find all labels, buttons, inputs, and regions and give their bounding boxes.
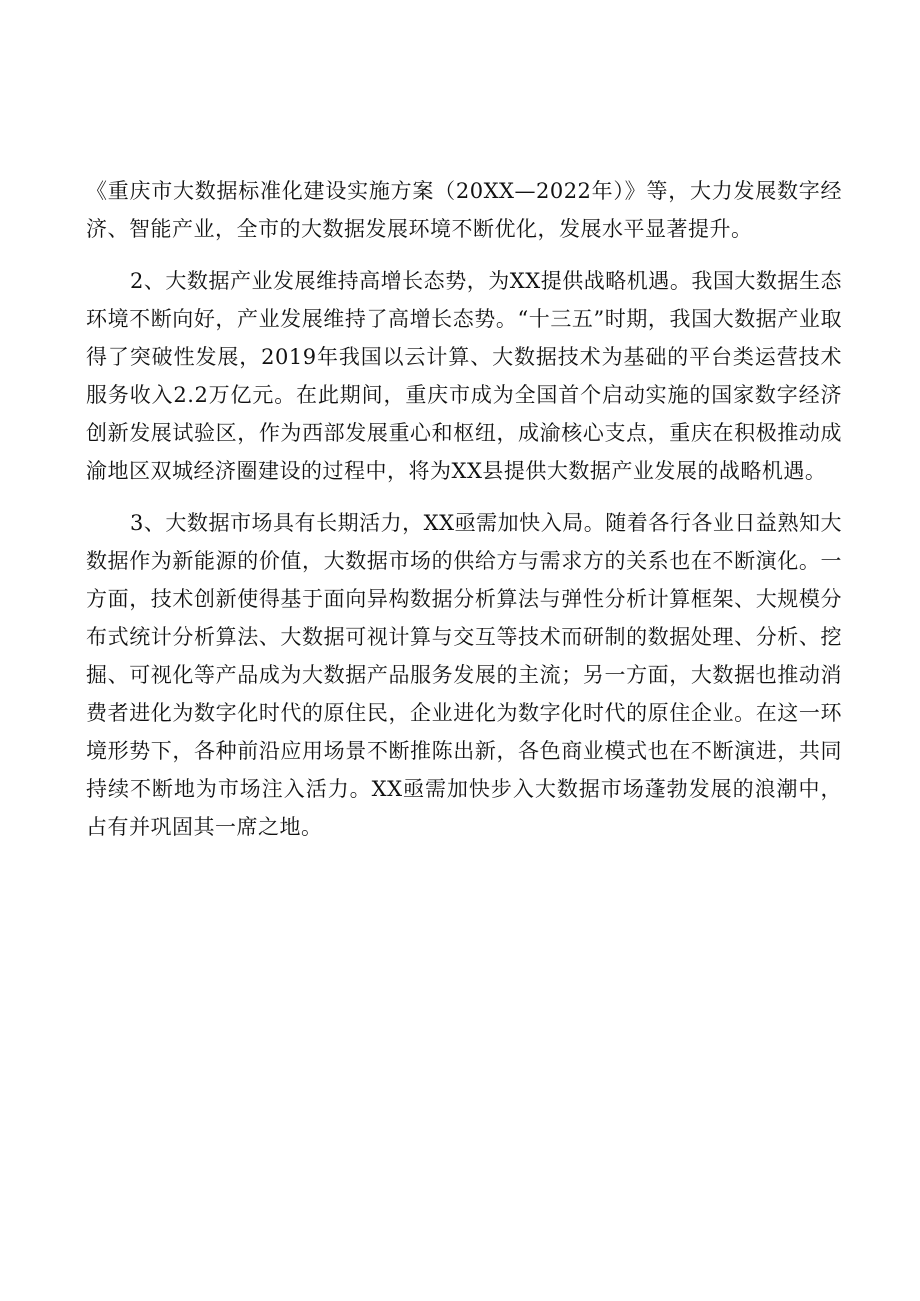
paragraph-point-3: 3、大数据市场具有长期活力，XX亟需加快入局。随着各行各业日益熟知大数据作为新能源的价值，大数据市场的供给方与需求方的关系也在不断演化。一方面，技术创新使得基于面向异构数据分析算法与弹性分析计算框架、大规模分布式统计分析算法、大数据可视计算与交互等技术而研制的数据处理、分析、挖掘、可视化等产品成为大数据产品服务发展的主流；另一方面，大数据也推动消费者进化为数字化时代的原住民，企业进化为数字化时代的原住企业。在这一环境形势下，各种前沿应用场景不断推陈出新，各色商业模式也在不断演进，共同持续不断地为市场注入活力。XX亟需加快步入大数据市场蓬勃发展的浪潮中，占有并巩固其一席之地。	[86, 511, 842, 839]
body-text	[86, 172, 842, 860]
paragraph-point-2: 2、大数据产业发展维持高增长态势，为XX提供战略机遇。我国大数据生态环境不断向好，产业发展维持了高增长态势。“十三五”时期，我国大数据产业取得了突破性发展，2019年我国以云计算、大数据技术为基础的平台类运营技术服务收入2.2万亿元。在此期间，重庆市成为全国首个启动实施的国家数字经济创新发展试验区，作为西部发展重心和枢纽，成渝核心支点，重庆在积极推动成渝地区双城经济圈建设的过程中，将为XX县提供大数据产业发展的战略机遇。	[86, 269, 842, 483]
paragraph-continuation: 《重庆市大数据标准化建设实施方案（20XX—2022年）》等，大力发展数字经济、智能产业，全市的大数据发展环境不断优化，发展水平显著提升。	[86, 179, 842, 241]
